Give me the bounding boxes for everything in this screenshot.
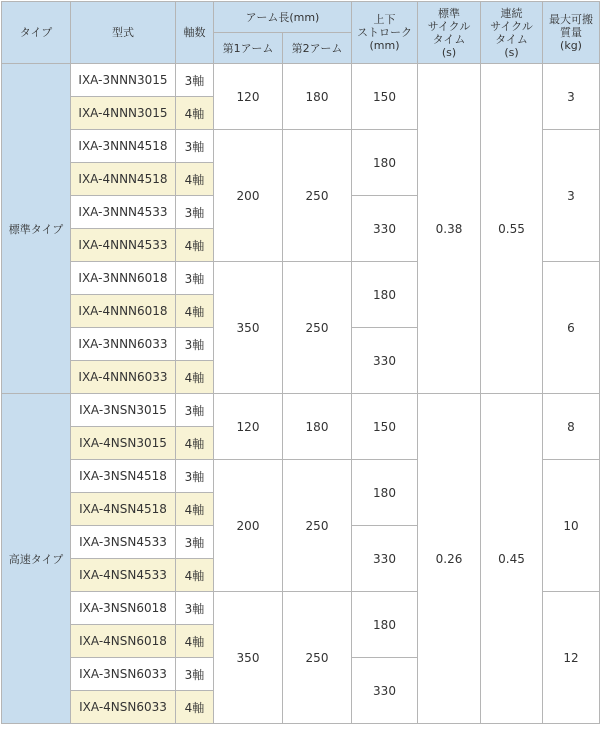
axes-cell: 4軸: [176, 691, 214, 724]
axes-cell: 3軸: [176, 592, 214, 625]
axes-cell: 4軸: [176, 427, 214, 460]
header-stroke-line3: (mm): [369, 39, 400, 52]
header-std-cycle-line2: サイクル: [427, 19, 471, 33]
arm2-cell: 250: [283, 130, 352, 262]
header-axes: 軸数: [176, 2, 214, 64]
header-std-cycle: [418, 2, 481, 64]
arm2-cell: 250: [283, 592, 352, 724]
header-model: 型式: [71, 2, 176, 64]
cont-cycle-cell: 0.55: [481, 64, 543, 394]
model-cell: IXA-4NSN3015: [71, 427, 176, 460]
model-cell: IXA-3NNN6033: [71, 328, 176, 361]
axes-cell: 3軸: [176, 460, 214, 493]
std-cycle-cell: 0.38: [418, 64, 481, 394]
header-type: タイプ: [2, 2, 71, 64]
axes-cell: 3軸: [176, 196, 214, 229]
arm2-cell: 180: [283, 64, 352, 130]
axes-cell: 4軸: [176, 97, 214, 130]
stroke-cell: 150: [352, 394, 418, 460]
header-std-cycle-line3: タイム: [432, 32, 466, 46]
axes-cell: 4軸: [176, 625, 214, 658]
stroke-cell: 330: [352, 328, 418, 394]
model-cell: IXA-4NNN6033: [71, 361, 176, 394]
stroke-cell: 180: [352, 592, 418, 658]
model-cell: IXA-4NNN4518: [71, 163, 176, 196]
header-std-cycle-line1: 標準: [438, 6, 460, 20]
axes-cell: 4軸: [176, 361, 214, 394]
header-std-cycle-line4: (s): [441, 45, 457, 59]
header-stroke-line1: 上下: [373, 13, 396, 26]
header-stroke: [352, 2, 418, 64]
table-row: [2, 64, 600, 97]
model-cell: IXA-4NNN3015: [71, 97, 176, 130]
axes-cell: 3軸: [176, 64, 214, 97]
header-cont-cycle-line4: (s): [504, 45, 519, 59]
arm2-cell: 180: [283, 394, 352, 460]
header-cont-cycle-line2: サイクル: [490, 19, 533, 33]
header-arm2: 第2アーム: [283, 33, 352, 64]
payload-cell: 3: [543, 130, 600, 262]
stroke-cell: 330: [352, 526, 418, 592]
model-cell: IXA-3NSN4533: [71, 526, 176, 559]
header-payload: [543, 2, 600, 64]
group-high-speed: [2, 394, 600, 724]
stroke-cell: 330: [352, 658, 418, 724]
arm1-cell: 200: [214, 460, 283, 592]
header-cont-cycle-line1: 連続: [500, 6, 523, 20]
model-cell: IXA-3NNN4533: [71, 196, 176, 229]
arm1-cell: 350: [214, 592, 283, 724]
model-cell: IXA-4NSN6018: [71, 625, 176, 658]
model-cell: IXA-4NSN6033: [71, 691, 176, 724]
stroke-cell: 180: [352, 460, 418, 526]
arm1-cell: 120: [214, 64, 283, 130]
axes-cell: 4軸: [176, 295, 214, 328]
arm1-cell: 350: [214, 262, 283, 394]
arm1-cell: 200: [214, 130, 283, 262]
stroke-cell: 150: [352, 64, 418, 130]
model-cell: IXA-3NSN6033: [71, 658, 176, 691]
table-row: [2, 394, 600, 427]
axes-cell: 3軸: [176, 262, 214, 295]
payload-cell: 10: [543, 460, 600, 592]
payload-cell: 8: [543, 394, 600, 460]
header-cont-cycle-line3: タイム: [495, 32, 528, 46]
model-cell: IXA-3NNN4518: [71, 130, 176, 163]
model-cell: IXA-3NNN3015: [71, 64, 176, 97]
std-cycle-cell: 0.26: [418, 394, 481, 724]
header-payload-line2: 質量: [560, 26, 582, 39]
cont-cycle-cell: 0.45: [481, 394, 543, 724]
axes-cell: 3軸: [176, 658, 214, 691]
header-arm-length: アーム長(mm): [214, 2, 352, 33]
axes-cell: 4軸: [176, 493, 214, 526]
model-cell: IXA-4NNN6018: [71, 295, 176, 328]
payload-cell: 6: [543, 262, 600, 394]
header-payload-line1: 最大可搬: [549, 13, 593, 26]
model-cell: IXA-3NSN3015: [71, 394, 176, 427]
axes-cell: 3軸: [176, 130, 214, 163]
header-arm1: 第1アーム: [214, 33, 283, 64]
stroke-cell: 330: [352, 196, 418, 262]
group-standard: [2, 64, 600, 394]
header-payload-line3: (kg): [560, 39, 582, 52]
model-cell: IXA-3NSN4518: [71, 460, 176, 493]
arm2-cell: 250: [283, 460, 352, 592]
payload-cell: 3: [543, 64, 600, 130]
model-cell: IXA-4NNN4533: [71, 229, 176, 262]
model-cell: IXA-3NNN6018: [71, 262, 176, 295]
axes-cell: 4軸: [176, 229, 214, 262]
axes-cell: 3軸: [176, 394, 214, 427]
axes-cell: 4軸: [176, 559, 214, 592]
arm2-cell: 250: [283, 262, 352, 394]
model-cell: IXA-4NSN4533: [71, 559, 176, 592]
type-label: 高速タイプ: [2, 394, 71, 724]
payload-cell: 12: [543, 592, 600, 724]
model-cell: IXA-4NSN4518: [71, 493, 176, 526]
header-stroke-line2: ストローク: [357, 26, 412, 39]
arm1-cell: 120: [214, 394, 283, 460]
axes-cell: 4軸: [176, 163, 214, 196]
stroke-cell: 180: [352, 130, 418, 196]
stroke-cell: 180: [352, 262, 418, 328]
model-cell: IXA-3NSN6018: [71, 592, 176, 625]
type-label: 標準タイプ: [2, 64, 71, 394]
spec-table: [1, 1, 600, 724]
axes-cell: 3軸: [176, 526, 214, 559]
axes-cell: 3軸: [176, 328, 214, 361]
header-cont-cycle: [481, 2, 543, 64]
